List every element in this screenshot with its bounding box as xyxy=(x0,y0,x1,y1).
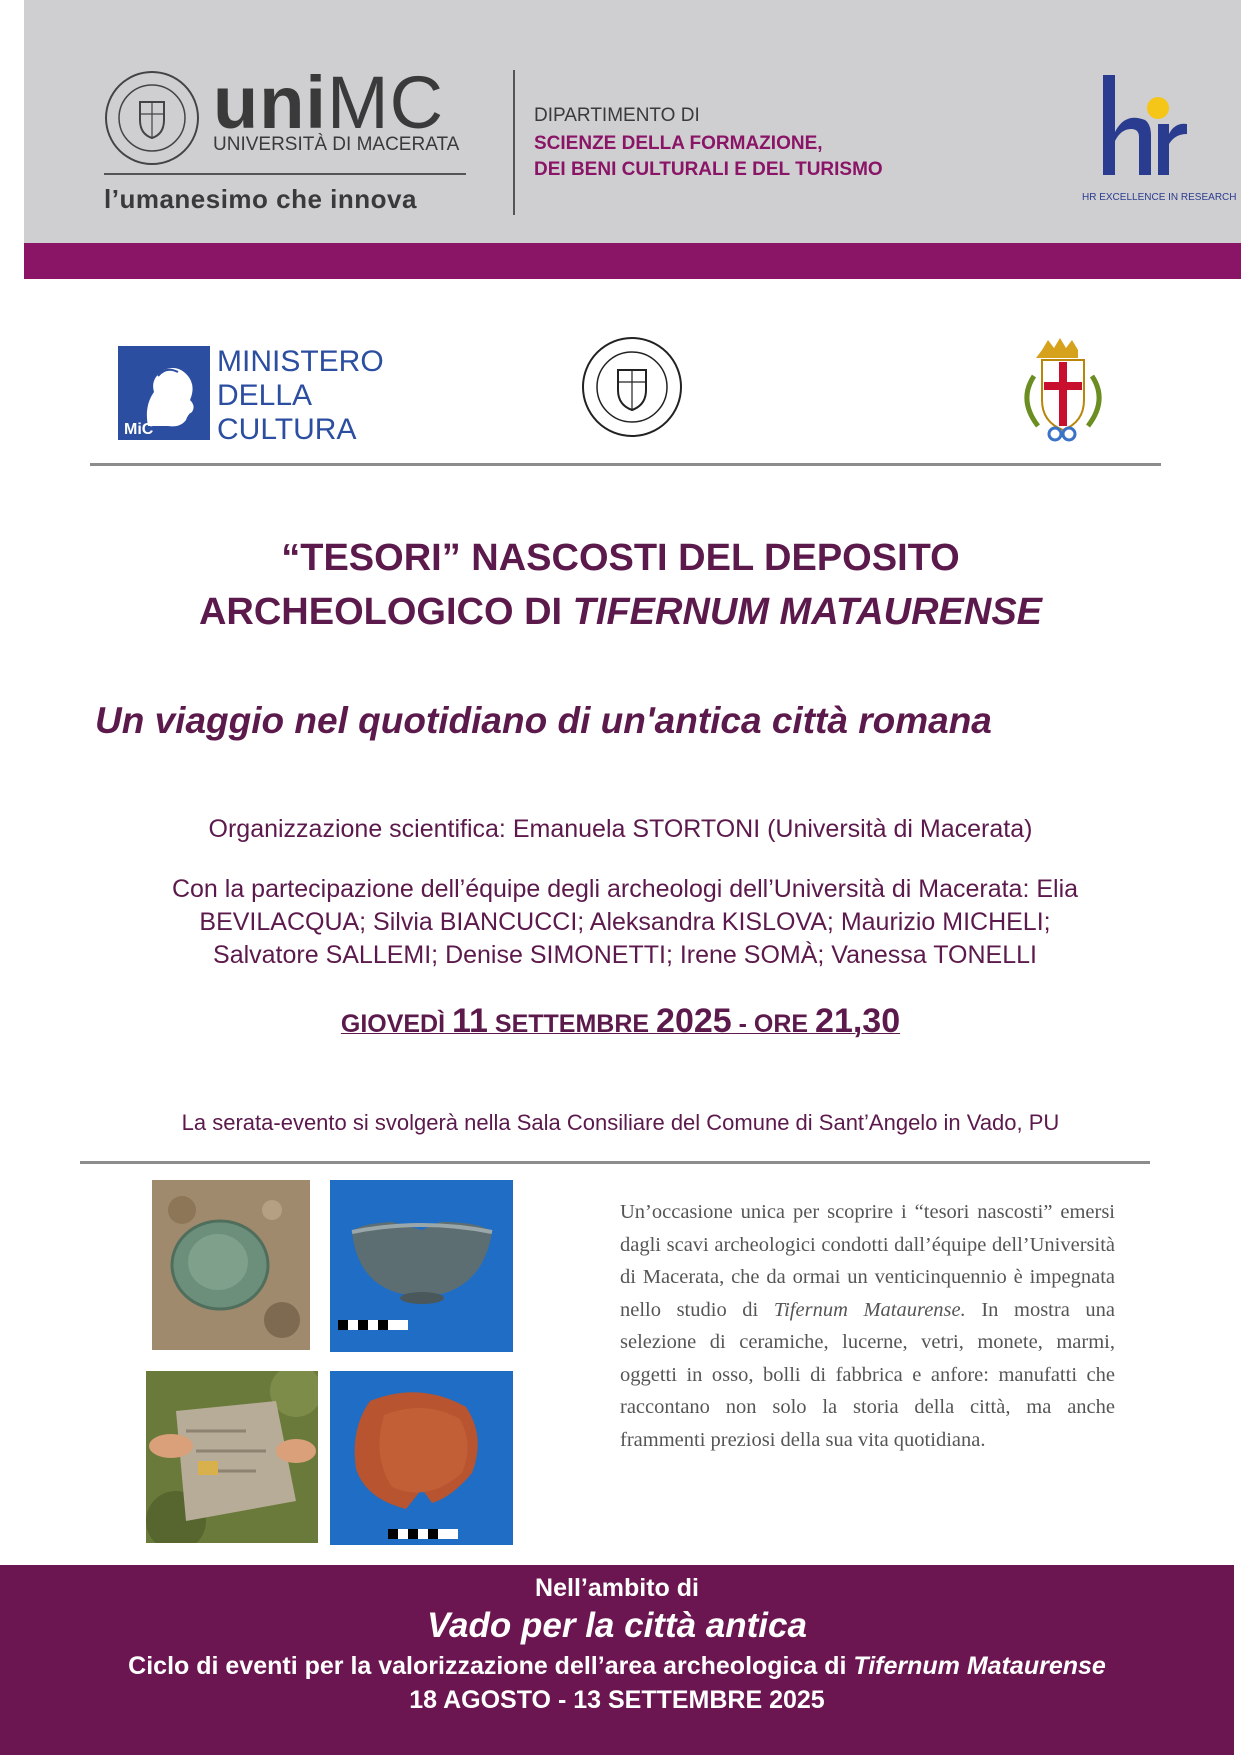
event-date: GIOVEDÌ 11 SETTEMBRE 2025 - ORE 21,30 xyxy=(340,1002,901,1040)
bowl-photo xyxy=(330,1180,513,1352)
event-title-line2: ARCHEOLOGICO DI TIFERNUM MATAURENSE xyxy=(198,591,1043,633)
mic-logo-label: MiC xyxy=(124,421,154,438)
event-description: Un’occasione unica per scoprire i “tesori nascosti” emersi dagli scavi archeologici condotti dall’équipe dell’Università di Macerata, che da ormai un venticinquennio è impegnata nello studio di Tifernum Mataurense. In mostra una selezione di ceramiche, lucerne, vetri, monete, marmi, oggetti in osso, bolli di fabbrica e anfore: manufatti che raccontano non solo la storia della città, ma anche frammenti preziosi della sua vita quotidiana. xyxy=(620,1201,1115,1451)
participation-line2: BEVILACQUA; Silvia BIANCUCCI; Aleksandra KISLOVA; Maurizio MICHELI; xyxy=(199,908,1051,936)
unimc-divider xyxy=(104,173,466,175)
hr-excellence-caption: HR EXCELLENCE IN RESEARCH xyxy=(1082,192,1237,203)
university-seal-center-icon xyxy=(581,336,683,438)
participation-line1: Con la partecipazione dell’équipe degli archeologi dell’Università di Macerata: Elia xyxy=(171,875,1079,903)
venue-divider xyxy=(80,1161,1150,1164)
university-seal-icon xyxy=(104,70,200,166)
event-title-line1: “TESORI” NASCOSTI DEL DEPOSITO xyxy=(281,537,960,579)
footer-context-label: Nell’ambito di xyxy=(535,1574,699,1602)
department-name-line2: DEI BENI CULTURALI E DEL TURISMO xyxy=(534,159,883,180)
ministero-della-cultura-text xyxy=(217,345,384,447)
ministero-line2: DELLA xyxy=(217,379,313,412)
header-vertical-divider xyxy=(513,70,515,215)
plate-fragment-photo xyxy=(330,1371,513,1545)
mic-logo-icon xyxy=(118,346,210,440)
hr-excellence-logo-icon xyxy=(1100,72,1190,182)
footer-series-title: Vado per la città antica xyxy=(427,1606,807,1645)
unimc-wordmark: uniMC xyxy=(213,61,445,144)
department-label: DIPARTIMENTO DI xyxy=(534,105,700,126)
participation-text xyxy=(95,873,1155,972)
event-venue: La serata-evento si svolgerà nella Sala Consiliare del Comune di Sant’Angelo in Vado, PU xyxy=(181,1110,1060,1135)
comune-coat-of-arms-icon xyxy=(1004,336,1116,444)
event-subtitle: Un viaggio nel quotidiano di un'antica città romana xyxy=(95,700,992,741)
department-name xyxy=(534,131,883,183)
participation-line3: Salvatore SALLEMI; Denise SIMONETTI; Irene SOMÀ; Vanessa TONELLI xyxy=(213,941,1037,969)
footer-series-description: Ciclo di eventi per la valorizzazione dell’area archeologica di Tifernum Mataurense xyxy=(128,1652,1106,1680)
unimc-motto: l’umanesimo che innova xyxy=(104,184,417,214)
header-band-purple xyxy=(24,243,1241,279)
footer-series-dates: 18 AGOSTO - 13 SETTEMBRE 2025 xyxy=(409,1686,825,1714)
ministero-line1: MINISTERO xyxy=(217,345,384,378)
coin-photo xyxy=(152,1180,310,1350)
department-name-line1: SCIENZE DELLA FORMAZIONE, xyxy=(534,133,823,154)
organization-text: Organizzazione scientifica: Emanuela STORTONI (Università di Macerata) xyxy=(208,815,1033,843)
logos-divider xyxy=(90,463,1161,466)
unimc-subtitle: UNIVERSITÀ DI MACERATA xyxy=(213,134,460,155)
inscription-photo xyxy=(146,1371,318,1543)
ministero-line3: CULTURA xyxy=(217,413,357,446)
